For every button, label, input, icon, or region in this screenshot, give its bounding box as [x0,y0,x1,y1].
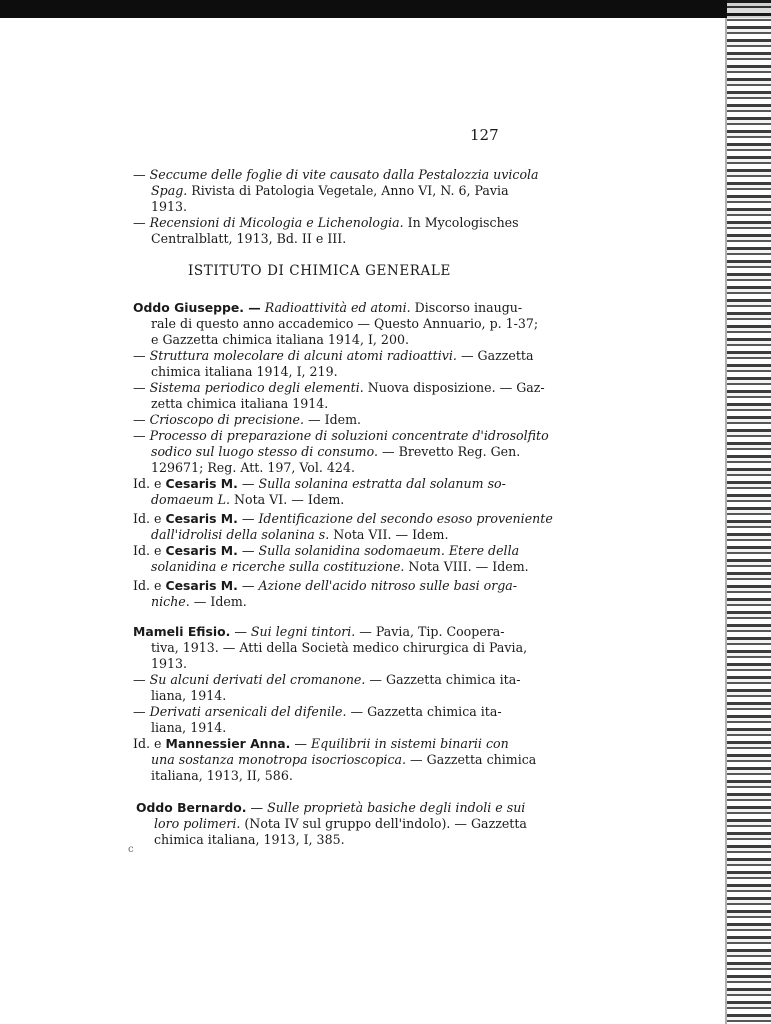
entry-title: Struttura molecolare di alcuni atomi radioattivi. [149,348,457,363]
entry-title: — Sulle proprietà basiche degli indoli e sui [250,800,526,815]
scan-spine [727,0,771,1024]
entry-line: Centralblatt, 1913, Bd. II e III. [151,231,347,246]
entry-line: — Crioscopo di precisione. — Idem. [133,412,362,427]
entry-line: una sostanza monotropa isocrioscopica. — Gazzetta chimica [151,752,537,767]
entry-line: liana, 1914. [151,688,227,703]
entry-line: liana, 1914. [151,720,227,735]
entry-line: 129671; Reg. Att. 197, Vol. 424. [151,460,355,475]
entry-title: Derivati arsenicali del difenile. [149,704,347,719]
entry-line: — Processo di preparazione di soluzioni concentrate d'idrosolfito [133,428,549,443]
entry-title: Sistema periodico degli elementi. [149,380,364,395]
entry-line: Oddo Giuseppe. — Radioattività ed atomi. Discorso inaugu- [133,300,523,315]
entry-title: Su alcuni derivati del cromanone. [149,672,366,687]
entry-line: chimica italiana 1914, I, 219. [151,364,338,379]
page-number: 127 [470,126,499,144]
entry-line: Id. e Cesaris M. — Sulla solanidina sodomaeum. Etere della [133,543,520,558]
entry-line: Id. e Cesaris M. — Azione dell'acido nitroso sulle basi orga- [133,578,518,593]
section-heading: ISTITUTO DI CHIMICA GENERALE [188,263,451,279]
margin-mark: c [128,844,134,855]
entry-title: Processo di preparazione di soluzioni concentrate d'idrosolfito [149,428,549,443]
entry-title: Recensioni di Micologia e Lichenologia. [149,215,404,230]
author-name: Mannessier Anna. [165,736,291,751]
entry-title: loro polimeri. [154,816,241,831]
entry-line: chimica italiana, 1913, I, 385. [154,832,345,847]
entry-line: 1913. [151,199,188,214]
author-name: Oddo Bernardo. [136,800,247,815]
entry-line: domaeum L. Nota VI. — Idem. [151,492,345,507]
entry-line: — Sistema periodico degli elementi. Nuova disposizione. — Gaz- [133,380,545,395]
entry-line: zetta chimica italiana 1914. [151,396,329,411]
author-name: Cesaris M. [165,543,238,558]
entry-line: e Gazzetta chimica italiana 1914, I, 200. [151,332,409,347]
entry-line: Id. e Mannessier Anna. — Equilibrii in sistemi binarii con [133,736,509,751]
entry-line: dall'idrolisi della solanina s. Nota VII. — Idem. [151,527,449,542]
entry-title: — Equilibrii in sistemi binarii con [294,736,509,751]
entry-line: tiva, 1913. — Atti della Società medico chirurgica di Pavia, [151,640,528,655]
entry-title: — Azione dell'acido nitroso sulle basi orga- [241,578,518,593]
entry-line: — Recensioni di Micologia e Lichenologia. In Mycologisches [133,215,519,230]
entry-title: sodico sul luogo stesso di consumo. [151,444,378,459]
entry-title: domaeum L. [151,492,230,507]
entry-line: — Derivati arsenicali del difenile. — Gazzetta chimica ita- [133,704,502,719]
entry-line: sodico sul luogo stesso di consumo. — Brevetto Reg. Gen. [151,444,521,459]
entry-line: solanidina e ricerche sulla costituzione. Nota VIII. — Idem. [151,559,529,574]
entry-title: — Identificazione del secondo esoso proveniente [241,511,553,526]
entry-title: — Sulla solanidina sodomaeum. Etere della [241,543,520,558]
entry-line: — Su alcuni derivati del cromanone. — Gazzetta chimica ita- [133,672,521,687]
entry-line: Id. e Cesaris M. — Sulla solanina estratta dal solanum so- [133,476,506,491]
entry-line: Id. e Cesaris M. — Identificazione del secondo esoso proveniente [133,511,553,526]
entry-line: Spag. Rivista di Patologia Vegetale, Anno VI, N. 6, Pavia [151,183,509,198]
author-name: Oddo Giuseppe. — [133,300,261,315]
entry-title: dall'idrolisi della solanina s. [151,527,330,542]
entry-line: Mameli Efisio. — Sui legni tintori. — Pavia, Tip. Coopera- [133,624,505,639]
entry-line: rale di questo anno accademico — Questo Annuario, p. 1-37; [151,316,539,331]
entry-title: Seccume delle foglie di vite causato dalla Pestalozzia uvicola [149,167,539,182]
scan-top-border [0,0,771,18]
entry-line: — Struttura molecolare di alcuni atomi radioattivi. — Gazzetta [133,348,534,363]
entry-title: Crioscopo di precisione. [149,412,304,427]
entry-line: loro polimeri. (Nota IV sul gruppo dell'indolo). — Gazzetta [154,816,527,831]
author-name: Cesaris M. [165,511,238,526]
entry-title: Radioattività ed atomi. [264,300,411,315]
entry-title: — Sulla solanina estratta dal solanum so- [241,476,506,491]
author-name: Cesaris M. [165,476,238,491]
author-name: Mameli Efisio. [133,624,231,639]
entry-title: una sostanza monotropa isocrioscopica. [151,752,407,767]
entry-line [136,800,525,816]
entry-title: — Sui legni tintori. [234,624,356,639]
entry-line: italiana, 1913, II, 586. [151,768,293,783]
entry-line: niche. — Idem. [151,594,247,609]
entry-line: 1913. [151,656,188,671]
entry-line: — Seccume delle foglie di vite causato dalla Pestalozzia uvicola [133,167,539,182]
author-name: Cesaris M. [165,578,238,593]
entry-title: niche. [151,594,190,609]
entry-title: solanidina e ricerche sulla costituzione. [151,559,405,574]
entry-title: Spag. [151,183,188,198]
